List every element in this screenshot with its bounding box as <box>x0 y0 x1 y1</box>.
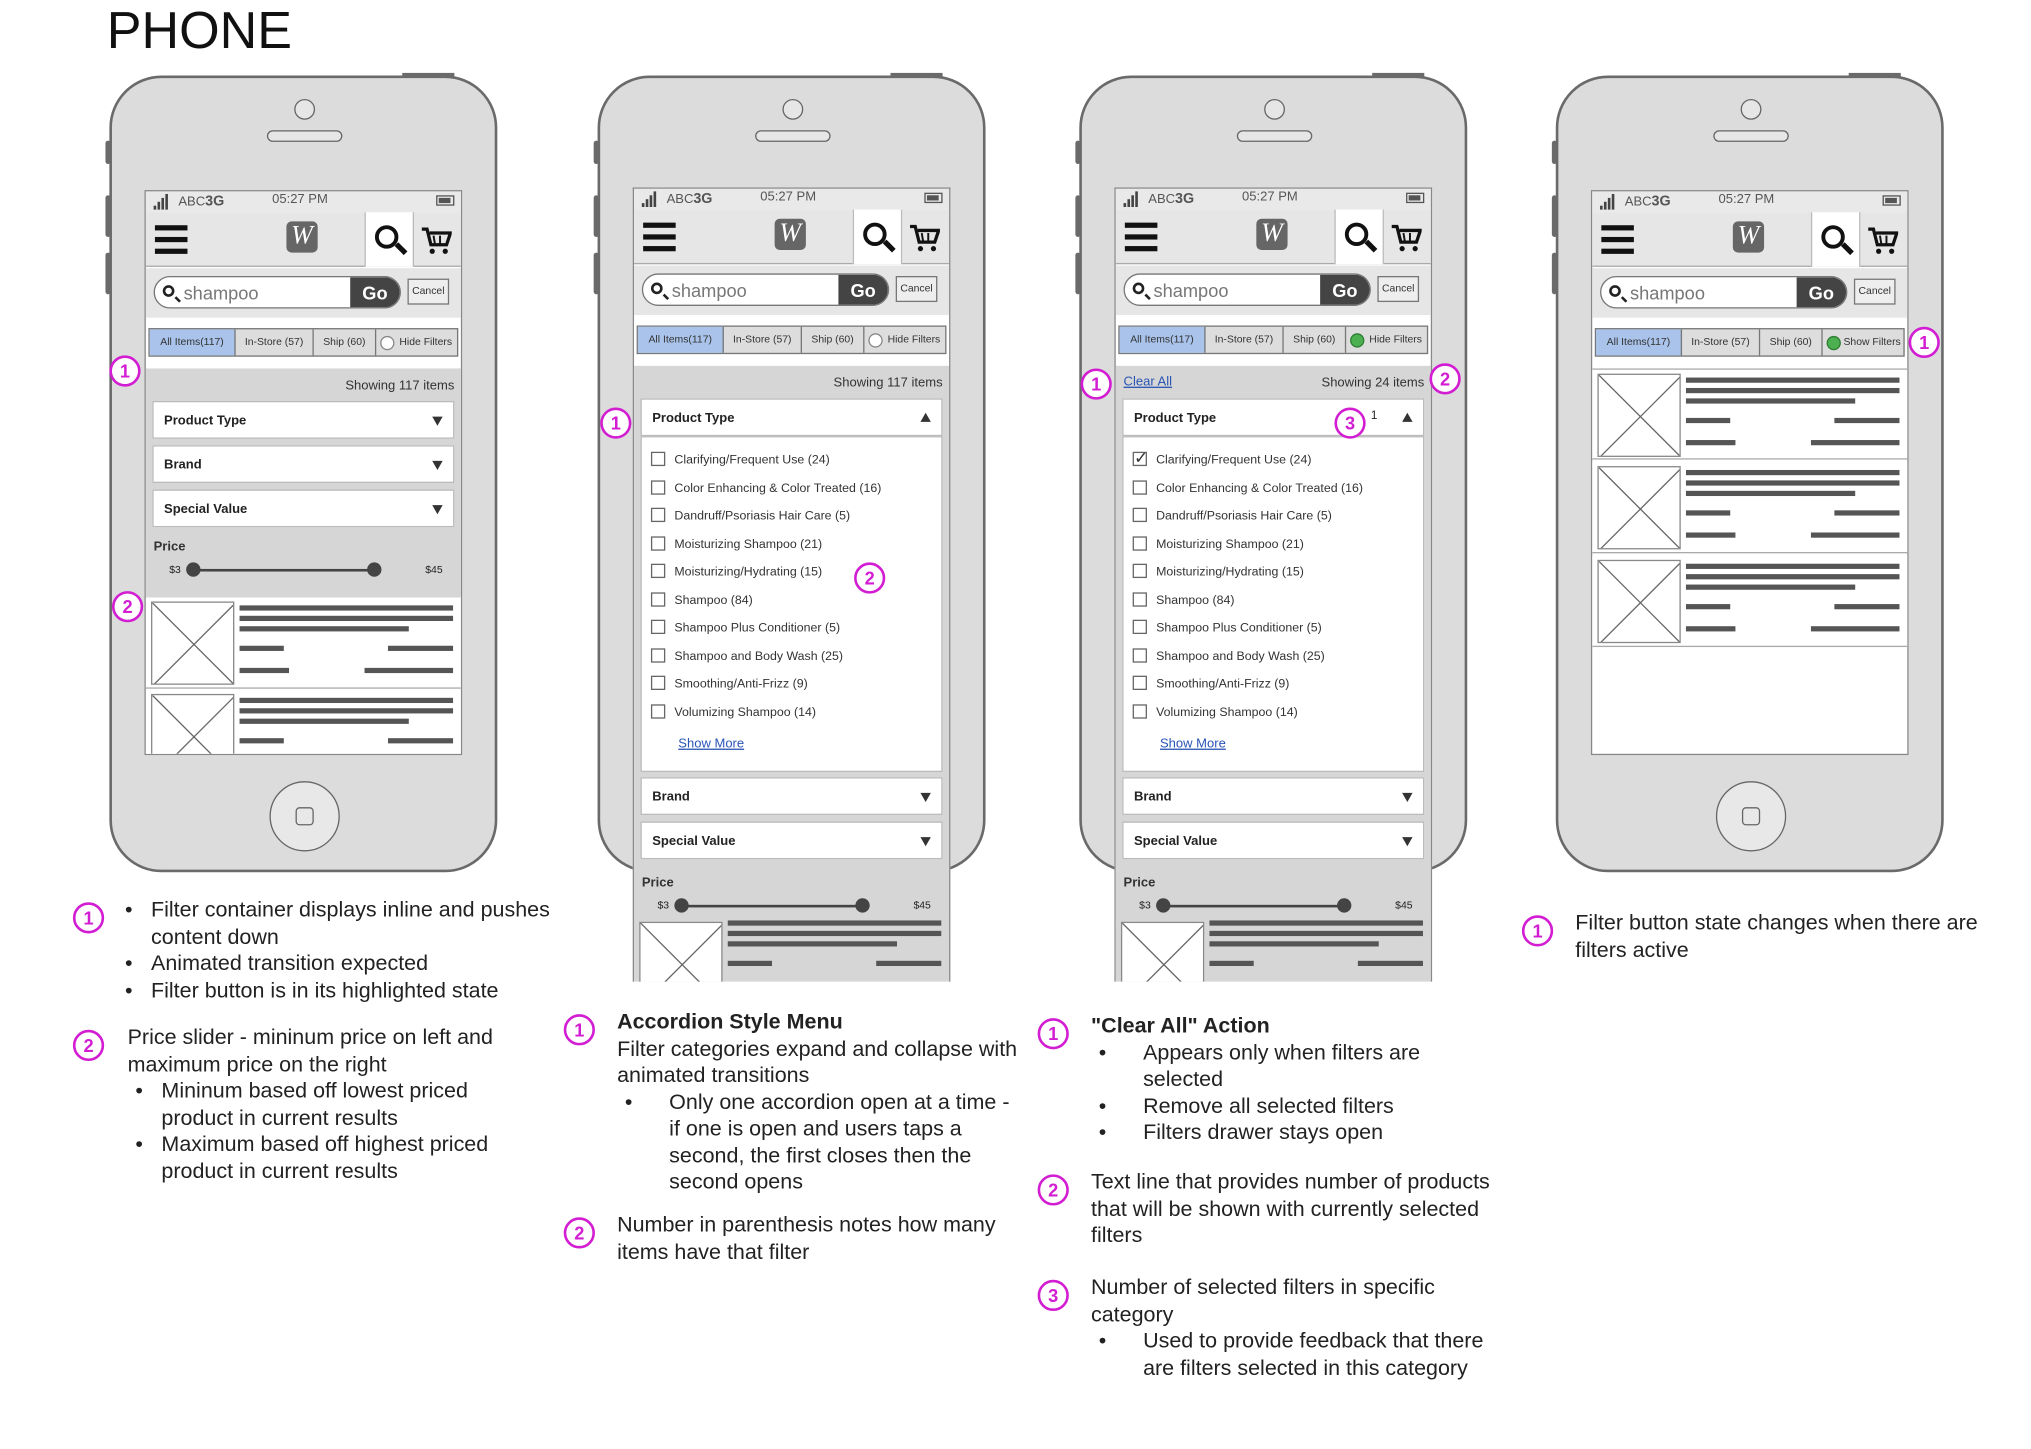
note-marker-2: 2 <box>1038 1174 1069 1205</box>
filter-option[interactable]: Moisturizing/Hydrating (15) <box>651 564 822 580</box>
chevron-down-icon <box>432 461 442 470</box>
accordion-brand[interactable]: Brand <box>641 777 943 815</box>
slider-track[interactable] <box>1161 905 1343 908</box>
search-input[interactable]: shampoo Go <box>154 276 401 309</box>
slider-max-handle[interactable] <box>855 898 869 912</box>
slider-max-handle[interactable] <box>1337 898 1351 912</box>
note-text: Filter button state changes when there are filters active <box>1575 911 1978 962</box>
hide-filters-toggle[interactable]: Hide Filters <box>1346 327 1427 353</box>
slider-track[interactable] <box>680 905 862 908</box>
hamburger-menu-icon[interactable] <box>1125 223 1158 254</box>
cancel-button[interactable]: Cancel <box>407 279 449 305</box>
product-row[interactable] <box>146 690 461 755</box>
speaker-icon <box>1713 130 1789 142</box>
price-max: $45 <box>425 563 443 576</box>
phone-3-screen <box>1114 187 1432 981</box>
filter-option[interactable]: Moisturizing/Hydrating (15) <box>1133 564 1304 580</box>
clear-all-link[interactable]: Clear All <box>1123 374 1173 390</box>
slider-min-handle[interactable] <box>186 562 200 576</box>
filter-option[interactable]: Shampoo Plus Conditioner (5) <box>1133 620 1322 636</box>
price-max: $45 <box>1395 899 1413 912</box>
toolbar <box>1116 210 1431 265</box>
phone-4-screen <box>1591 190 1909 755</box>
note-marker-3: 3 <box>1038 1280 1069 1311</box>
product-row[interactable] <box>146 598 461 689</box>
signal-icon <box>642 191 656 207</box>
note-text: Number in parenthesis notes how many items have that filter <box>617 1213 996 1264</box>
note-marker-1: 1 <box>73 902 104 933</box>
note-heading: "Clear All" Action <box>1090 1014 1270 1038</box>
search-row <box>634 266 949 315</box>
note-bullet: • Filter container displays inline and pushes content down <box>117 897 560 950</box>
network-label: 3G <box>1175 191 1195 208</box>
tab-ship[interactable]: Ship (60) <box>802 327 864 353</box>
note-2 <box>128 1025 519 1185</box>
checkbox[interactable] <box>1133 620 1147 634</box>
product-image-placeholder <box>639 922 722 982</box>
slider-min-handle[interactable] <box>1156 898 1170 912</box>
product-image-placeholder <box>151 601 234 684</box>
home-button[interactable] <box>1716 781 1786 851</box>
filter-tabs <box>1595 328 1905 357</box>
network-label: 3G <box>693 191 713 208</box>
accordion-brand[interactable]: Brand <box>152 445 454 483</box>
hamburger-menu-icon[interactable] <box>643 223 676 254</box>
brand-logo[interactable]: W <box>286 221 317 252</box>
search-icon[interactable] <box>853 210 902 265</box>
note-bullet: • Remove all selected filters <box>1091 1093 1495 1120</box>
cart-icon[interactable] <box>1867 227 1898 256</box>
checkbox[interactable] <box>651 592 665 606</box>
checkbox[interactable] <box>651 536 665 550</box>
hamburger-menu-icon[interactable] <box>155 225 188 256</box>
filter-option[interactable]: Dandruff/Psoriasis Hair Care (5) <box>1133 508 1332 524</box>
search-input[interactable]: shampoo Go <box>1124 273 1371 306</box>
filter-option[interactable]: Shampoo (84) <box>651 592 753 608</box>
price-slider[interactable] <box>146 535 461 594</box>
chevron-down-icon <box>920 793 930 802</box>
phone-4 <box>1556 76 1944 873</box>
status-bar <box>146 191 461 212</box>
note-bullet: • Used to provide feedback that there are filters selected in this category <box>1091 1328 1508 1381</box>
checkbox[interactable] <box>651 452 665 466</box>
search-icon <box>1133 283 1145 295</box>
price-min: $3 <box>169 563 181 576</box>
brand-logo[interactable]: W <box>775 219 806 250</box>
note-bullet: • Maximum based off highest priced product in current results <box>128 1131 519 1184</box>
camera-icon <box>1264 99 1285 120</box>
search-input[interactable]: shampoo Go <box>642 273 889 306</box>
checkbox[interactable] <box>651 648 665 662</box>
go-button[interactable]: Go <box>838 275 887 306</box>
note-bullet: • Filter button is in its highlighted state <box>117 977 560 1004</box>
filter-panel <box>146 368 461 597</box>
tab-in-store[interactable]: In-Store (57) <box>1682 329 1760 355</box>
search-icon[interactable] <box>365 212 414 267</box>
battery-icon <box>1883 195 1901 205</box>
hide-filters-toggle[interactable]: Hide Filters <box>376 329 457 355</box>
filter-option[interactable]: Volumizing Shampoo (14) <box>651 704 816 720</box>
accordion-special-value[interactable]: Special Value <box>152 490 454 528</box>
results-count: Showing 117 items <box>345 378 455 394</box>
phone-2-screen <box>633 187 951 981</box>
checkbox[interactable] <box>1133 536 1147 550</box>
note-marker-1: 1 <box>1038 1018 1069 1049</box>
tab-all-items[interactable]: All Items(117) <box>150 329 236 355</box>
filter-panel <box>1116 366 1431 871</box>
note-text: Price slider - mininum price on left and maximum price on the right <box>127 1025 493 1077</box>
hide-filters-toggle[interactable]: Hide Filters <box>864 327 945 353</box>
cart-icon[interactable] <box>1390 224 1421 253</box>
slider-track[interactable] <box>191 569 373 572</box>
carrier-label: ABC <box>1624 195 1652 210</box>
battery-icon <box>1406 193 1424 203</box>
clock: 05:27 PM <box>1718 192 1775 208</box>
cancel-button[interactable]: Cancel <box>1854 279 1896 305</box>
filter-option[interactable]: Moisturizing Shampoo (21) <box>651 536 822 552</box>
show-more-link[interactable]: Show More <box>1159 736 1226 752</box>
checkbox[interactable] <box>1133 648 1147 662</box>
results-count: Showing 24 items <box>1321 376 1425 391</box>
note-selected-count <box>1091 1275 1508 1382</box>
accordion-product-type[interactable]: Product Type 1 <box>1122 398 1424 436</box>
product-image-placeholder <box>1597 374 1680 457</box>
clock: 05:27 PM <box>272 192 328 208</box>
checkbox[interactable] <box>1133 480 1147 494</box>
price-max: $45 <box>913 899 931 912</box>
note-marker-1: 1 <box>1522 915 1553 946</box>
slider-min-handle[interactable] <box>674 898 688 912</box>
tab-ship[interactable]: Ship (60) <box>314 329 376 355</box>
cancel-button[interactable]: Cancel <box>896 276 938 302</box>
search-icon[interactable] <box>1811 212 1860 267</box>
chevron-down-icon <box>1402 793 1412 802</box>
clock: 05:27 PM <box>1242 190 1298 205</box>
show-filters-toggle[interactable]: Show Filters <box>1823 329 1904 355</box>
note-bullet: • Filters drawer stays open <box>1091 1120 1495 1147</box>
selected-count-badge: 1 <box>1370 408 1378 422</box>
note-bullet: • Animated transition expected <box>117 950 560 977</box>
clock: 05:27 PM <box>760 190 817 205</box>
tab-all-items[interactable]: All Items(117) <box>1596 329 1682 355</box>
product-row[interactable] <box>634 918 949 982</box>
chevron-down-icon <box>1402 837 1412 846</box>
note-text: Text line that provides number of products that will be shown with currently selected filters <box>1090 1170 1490 1248</box>
signal-icon <box>154 194 168 210</box>
speaker-icon <box>267 130 343 142</box>
note-count-line <box>1091 1169 1508 1249</box>
tab-in-store[interactable]: In-Store (57) <box>1206 327 1284 353</box>
checkbox-checked[interactable] <box>1133 452 1147 466</box>
callout-marker-1: 1 <box>1081 368 1112 399</box>
hamburger-menu-icon[interactable] <box>1601 225 1634 256</box>
search-row <box>146 268 461 317</box>
filter-option[interactable]: ✓Clarifying/Frequent Use (24) <box>1133 452 1312 468</box>
tab-ship[interactable]: Ship (60) <box>1760 329 1822 355</box>
note-marker-2: 2 <box>564 1217 595 1248</box>
accordion-brand[interactable]: Brand <box>1122 777 1424 815</box>
filter-tabs <box>148 328 458 357</box>
checkbox[interactable] <box>651 704 665 718</box>
toolbar <box>634 210 949 265</box>
status-bar <box>634 189 949 210</box>
price-min: $3 <box>1139 899 1151 912</box>
product-type-options <box>1122 436 1424 772</box>
checkbox[interactable] <box>651 508 665 522</box>
checkbox[interactable] <box>651 564 665 578</box>
accordion-product-type[interactable]: Product Type <box>152 401 454 439</box>
product-row[interactable] <box>1116 918 1431 982</box>
note-bullet: • Appears only when filters are selected <box>1091 1040 1495 1093</box>
search-icon <box>1609 285 1621 297</box>
chevron-up-icon <box>1402 413 1412 422</box>
battery-icon <box>436 195 454 205</box>
note-heading: Accordion Style Menu <box>617 1010 843 1034</box>
note-text: Number of selected filters in specific category <box>1090 1275 1435 1326</box>
search-icon <box>163 285 175 297</box>
checkbox[interactable] <box>1133 676 1147 690</box>
status-bar <box>1592 191 1907 212</box>
signal-icon <box>1124 191 1138 207</box>
cart-icon[interactable] <box>421 227 452 256</box>
checkbox[interactable] <box>1133 508 1147 522</box>
filter-option[interactable]: Volumizing Shampoo (14) <box>1133 704 1298 720</box>
filter-option[interactable]: Color Enhancing & Color Treated (16) <box>1133 480 1363 496</box>
note-text: Filter categories expand and collapse with animated transitions <box>617 1036 1018 1088</box>
tab-ship[interactable]: Ship (60) <box>1284 327 1346 353</box>
go-button[interactable]: Go <box>1320 275 1369 306</box>
phone-1 <box>109 76 497 873</box>
show-more-link[interactable]: Show More <box>678 736 745 752</box>
filter-option[interactable]: Color Enhancing & Color Treated (16) <box>651 480 881 496</box>
callout-marker-2: 2 <box>1429 363 1460 394</box>
slider-max-handle[interactable] <box>367 562 381 576</box>
brand-logo[interactable]: W <box>1256 219 1287 250</box>
checkbox[interactable] <box>651 676 665 690</box>
search-icon[interactable] <box>1334 210 1383 265</box>
toolbar <box>1592 212 1907 267</box>
tab-in-store[interactable]: In-Store (57) <box>724 327 802 353</box>
callout-marker-3: 3 <box>1334 407 1365 438</box>
note-parenthesis <box>617 1212 1008 1265</box>
carrier-label: ABC <box>178 195 206 210</box>
filter-option[interactable]: Dandruff/Psoriasis Hair Care (5) <box>651 508 850 524</box>
cart-icon[interactable] <box>909 224 940 253</box>
search-row <box>1116 266 1431 315</box>
callout-marker-1: 1 <box>600 407 631 438</box>
search-icon <box>651 283 663 295</box>
callout-marker-1: 1 <box>1909 327 1940 358</box>
go-button[interactable]: Go <box>350 277 399 308</box>
accordion-product-type[interactable]: Product Type <box>641 398 943 436</box>
note-1 <box>117 897 560 1004</box>
chevron-down-icon <box>432 417 442 426</box>
camera-icon <box>294 99 315 120</box>
price-label: Price <box>1123 876 1156 891</box>
filter-option[interactable]: Clarifying/Frequent Use (24) <box>651 452 830 468</box>
filter-option[interactable]: Shampoo (84) <box>1133 592 1235 608</box>
phone-1-screen <box>145 190 463 755</box>
network-label: 3G <box>1651 193 1671 210</box>
product-row[interactable] <box>1592 556 1907 647</box>
product-image-placeholder <box>1121 922 1204 982</box>
speaker-icon <box>1237 130 1313 142</box>
note-marker-1: 1 <box>564 1014 595 1045</box>
chevron-up-icon <box>920 413 930 422</box>
product-row[interactable] <box>1592 462 1907 553</box>
price-label: Price <box>153 540 186 555</box>
tab-all-items[interactable]: All Items(117) <box>638 327 724 353</box>
carrier-label: ABC <box>666 192 694 208</box>
note-bullet: • Only one accordion open at a time - if one is open and users taps a second, the first closes then the second opens <box>617 1089 1021 1196</box>
search-input[interactable]: shampoo Go <box>1600 276 1847 309</box>
tab-in-store[interactable]: In-Store (57) <box>236 329 314 355</box>
product-row[interactable] <box>1592 368 1907 459</box>
callout-marker-1: 1 <box>109 355 140 386</box>
filter-option[interactable]: Moisturizing Shampoo (21) <box>1133 536 1304 552</box>
product-image-placeholder <box>1597 560 1680 643</box>
checkbox[interactable] <box>651 480 665 494</box>
brand-logo[interactable]: W <box>1733 221 1764 252</box>
cancel-button[interactable]: Cancel <box>1377 276 1419 302</box>
network-label: 3G <box>205 193 225 210</box>
filter-option[interactable]: Smoothing/Anti-Frizz (9) <box>651 676 808 692</box>
page-title: PHONE <box>106 2 292 60</box>
note-clear-all <box>1091 1013 1495 1146</box>
camera-icon <box>782 99 803 120</box>
camera-icon <box>1741 99 1762 120</box>
status-bar <box>1116 189 1431 210</box>
price-label: Price <box>641 876 674 891</box>
product-type-options <box>641 436 943 772</box>
toolbar <box>146 212 461 267</box>
checkbox[interactable] <box>651 620 665 634</box>
accordion-special-value[interactable]: Special Value <box>641 821 943 859</box>
callout-marker-2: 2 <box>112 591 143 622</box>
checkbox[interactable] <box>1133 704 1147 718</box>
filter-tabs <box>637 325 947 354</box>
checkbox[interactable] <box>1133 564 1147 578</box>
filter-tabs <box>1118 325 1428 354</box>
battery-icon <box>924 193 942 203</box>
note-marker-2: 2 <box>73 1030 104 1061</box>
tab-all-items[interactable]: All Items(117) <box>1120 327 1206 353</box>
filter-option[interactable]: Smoothing/Anti-Frizz (9) <box>1133 676 1290 692</box>
checkbox[interactable] <box>1133 592 1147 606</box>
search-row <box>1592 268 1907 317</box>
accordion-special-value[interactable]: Special Value <box>1122 821 1424 859</box>
product-image-placeholder <box>151 694 234 755</box>
carrier-label: ABC <box>1148 192 1176 208</box>
signal-icon <box>1600 194 1614 210</box>
filter-panel <box>634 366 949 871</box>
chevron-down-icon <box>920 837 930 846</box>
chevron-down-icon <box>432 505 442 514</box>
note-bullet: • Mininum based off lowest priced product in current results <box>128 1078 519 1131</box>
results-count: Showing 117 items <box>833 376 943 391</box>
filter-option[interactable]: Shampoo Plus Conditioner (5) <box>651 620 840 636</box>
speaker-icon <box>755 130 831 142</box>
price-min: $3 <box>657 899 670 912</box>
home-button[interactable] <box>269 781 339 851</box>
callout-marker-2: 2 <box>854 562 885 593</box>
product-image-placeholder <box>1597 466 1680 549</box>
note-accordion <box>617 1009 1021 1196</box>
filter-option[interactable]: Shampoo and Body Wash (25) <box>1133 648 1325 664</box>
go-button[interactable]: Go <box>1797 277 1846 308</box>
filter-option[interactable]: Shampoo and Body Wash (25) <box>651 648 843 664</box>
note-filter-state <box>1575 910 2005 963</box>
